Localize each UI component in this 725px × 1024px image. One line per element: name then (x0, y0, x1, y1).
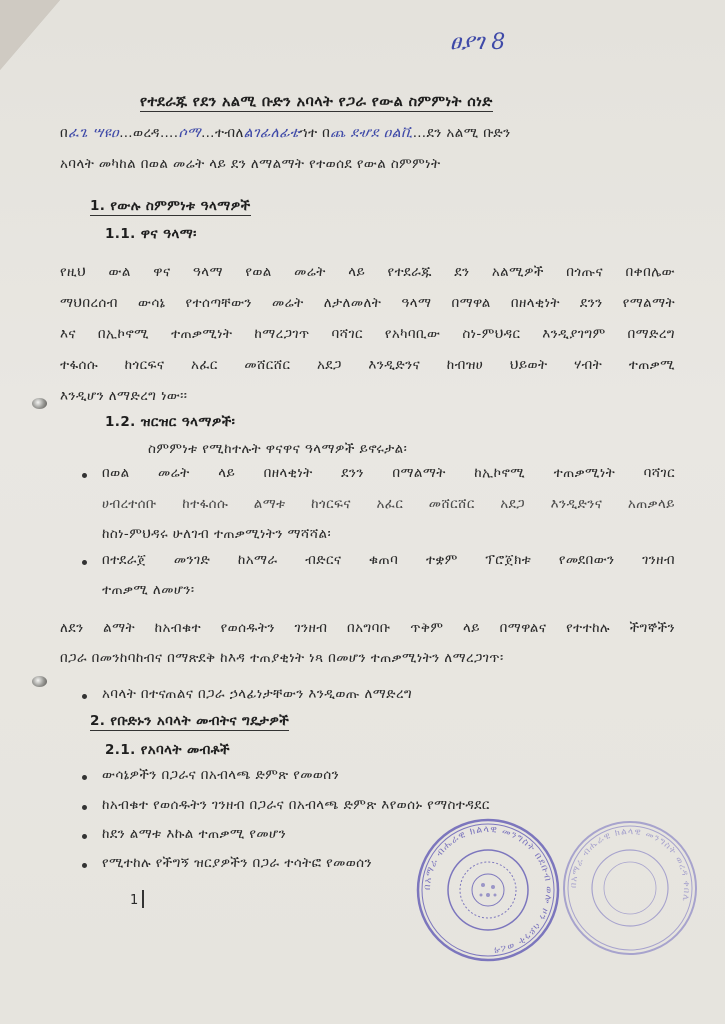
rights-bullet-1: ውሳኔዎችን በጋራና በአብላጫ ድምጽ የመወሰን (102, 767, 340, 783)
para1-line-5: እንዲሆን ለማድረግ ነው፡፡ (60, 388, 188, 404)
rights-bullet-3: ከደን ልማቱ እኩል ተጠቃሚ የመሆን (102, 826, 287, 842)
para2-line-2: በጋራ በመንከባከብና በማጽደቅ ከእዳ ተጠያቂነት ነጻ በመሆን ተጠቃሚነትን ለማረጋገጥ፡ (60, 650, 504, 666)
intro-line-2: አባላት መካከል በወል መሬት ላይ ደን ለማልማት የተወሰደ የውል ስምምነት (60, 156, 441, 172)
para1-line-3: እና በኢኮኖሚ ተጠቃሚነት ከማረጋገጥ ባሻገር የአካባቢው ስነ-ምህዳር እንዲያገግም በማድረግ (60, 326, 675, 342)
handwritten-got: ጨ ደሇደ ዐልቪ (330, 125, 413, 141)
bullet2-line-1: በተደራጀ መንገድ ከአማራ ብድርና ቁጠባ ተቋም ፕሮጀክቱ የመደበውን ገንዘብ (102, 552, 675, 568)
page-number: 1 (130, 890, 144, 908)
para1-line-4: ተፋሰሱ ከጎርፍና አፈር መሸርሸር አደጋ እንዲድንና ከብዝሀ ህይወት ሃብት ተጠቃሚ (60, 357, 675, 373)
subsection-1-1: 1.1. ዋና ዓላማ፡ (105, 226, 197, 242)
subsection-1-2-intro: ስምምነቱ የሚከተሉት ዋናዋና ዓላማዎች ይኖሩታል፡ (148, 441, 408, 457)
handwritten-woreda: ሶማ (178, 125, 201, 141)
bullet3: አባላት በተናጠልና በጋራ ኃላፊነታቸውን እንዲወጡ ለማድረግ (102, 686, 413, 702)
official-stamp (413, 815, 563, 965)
section-2-heading: 2. የቡድኑን አባላት መብትና ግዴታዎች (90, 713, 290, 729)
section-1-heading: 1. የውሉ ስምምነቱ ዓላማዎች (90, 198, 251, 214)
svg-text:በአማራ ብሔራዊ ክልላዊ መንግስት ወረዳ ቀበሌ: በአማራ ብሔራዊ ክልላዊ መንግስት ወረዳ ቀበሌ (568, 826, 692, 903)
handwritten-kebele: ልገፊለፊቴ (243, 125, 300, 141)
punch-hole (32, 676, 47, 687)
bullet-dot (82, 473, 87, 478)
subsection-1-2: 1.2. ዝርዝር ዓላማዎች፡ (105, 414, 236, 430)
para1-line-2: ማህበረሰብ ውሳኔ የተሰጣቸውን መሬት ለታለመለት ዓላማ በማዋል በዘላቂነት ደንን የማልማት (60, 295, 675, 311)
document-title: የተደራጁ የደን አልሚ ቡድን አባላት የጋራ የውል ስምምነት ሰነድ (140, 94, 493, 110)
bullet1-line-2: ሀብረተሰቡ ከተፋሰሱ ልማቱ ከጎርፍና አፈር መሸርሸር አደጋ እንዲድንና አጠቃላይ (102, 496, 675, 512)
bullet-dot (82, 805, 87, 810)
para2-line-1: ለደን ልማት ከአብቁተ የወሰዱትን ገንዘብ በአግባቡ ጥቅም ላይ በማዋልና የተተከሉ ችግኞችን (60, 620, 675, 636)
subsection-2-1: 2.1. የአባላት መብቶች (105, 742, 230, 758)
bullet2-line-2: ተጠቃሚ ለመሆን፡ (102, 582, 195, 598)
handwritten-reference: ፀያገ 8 (450, 30, 506, 55)
bullet-dot (82, 834, 87, 839)
para1-line-1: የዚህ ውል ዋና ዓላማ የወል መሬት ላይ የተደራጁ ደን አልሚዎች በጎጡና በቀበሌው (60, 264, 675, 280)
rights-bullet-2: ከአብቁተ የወሰዱትን ገንዘብ በጋራና በአብላጫ ድምጽ እየወሰኑ የማስተዳደር (102, 797, 490, 813)
bullet1-line-1: በወል መሬት ላይ በዘላቂነት ደንን በማልማት ከኢኮኖሚ ተጠቃሚነት ባሻገር (102, 465, 675, 481)
bullet1-line-3: ከስነ-ምህዳሩ ሁለገብ ተጠቃሚነትን ማሻሻል፡ (102, 526, 332, 542)
bullet-dot (82, 775, 87, 780)
bullet-dot (82, 863, 87, 868)
svg-text:በአማራ ብሔራዊ ክልላዊ መንግስት በደቡብ ወሎ ዞ: በአማራ ብሔራዊ ክልላዊ መንግስት በደቡብ ወሎ ዞን ሳይንት ወረዳ (421, 823, 555, 956)
bullet-dot (82, 560, 87, 565)
official-stamp-secondary (560, 818, 700, 958)
bullet-dot (82, 694, 87, 699)
punch-hole (32, 398, 47, 409)
intro-line-1: በፈጌ ሣዩዐ…ወረዳ….ሶማ…ተብለልገፊለፊቴኀተ በጨ ደሇደ ዐልቪ…ደን አልሚ ቡድን (60, 125, 511, 141)
rights-bullet-4: የሚተከሉ የችግኝ ዝርያዎችን በጋራ ተሳትፎ የመወሰን (102, 855, 372, 871)
handwritten-zone: ፈጌ ሣዩዐ (68, 125, 120, 141)
